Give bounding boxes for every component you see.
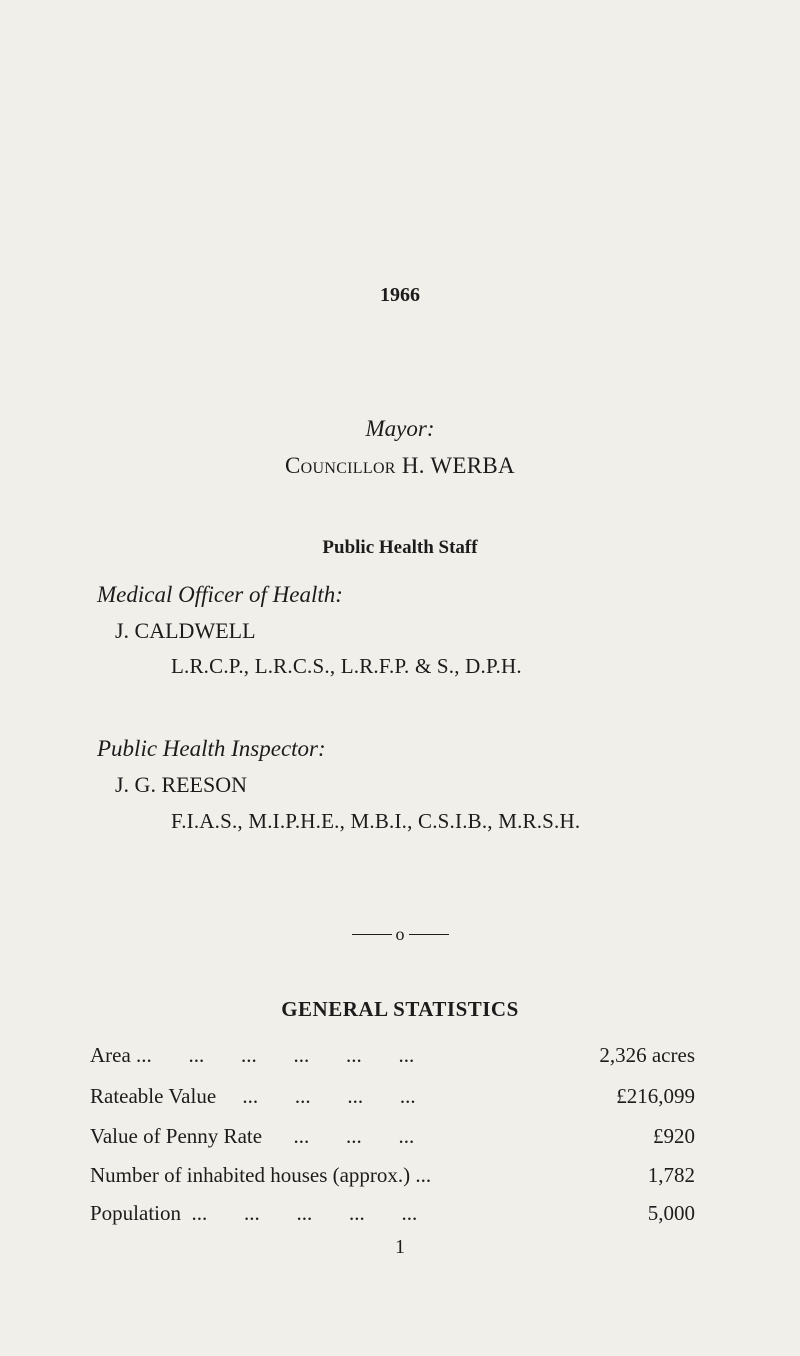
stat-value: 5,000 (647, 1201, 695, 1225)
mayor-name: Councillor H. WERBA (285, 453, 515, 478)
stat-value: £216,099 (616, 1084, 695, 1108)
stat-row-population (90, 1201, 695, 1231)
section-divider (0, 925, 800, 943)
page-number: 1 (395, 1236, 405, 1258)
mayor-title: Mayor: (365, 416, 435, 441)
medical-officer-name: J. CALDWELL (115, 618, 256, 643)
stat-value: 2,326 acres (599, 1043, 695, 1067)
stat-label: Area ... ... ... ... ... ... (90, 1043, 415, 1067)
stat-row-inhabited-houses (90, 1163, 695, 1193)
stat-label: Rateable Value ... ... ... ... (90, 1084, 416, 1108)
stat-label: Number of inhabited houses (approx.) ... (90, 1163, 432, 1187)
report-year: 1966 (380, 284, 420, 306)
staff-heading: Public Health Staff (322, 537, 478, 558)
stat-row-area (90, 1043, 695, 1073)
stat-row-rateable-value (90, 1084, 695, 1114)
divider-mark: o (395, 924, 405, 944)
divider-line-right (409, 934, 449, 935)
stat-value: 1,782 (647, 1163, 695, 1187)
stat-value: £920 (653, 1124, 695, 1148)
stat-label: Population ... ... ... ... ... (90, 1201, 418, 1225)
stat-label: Value of Penny Rate ... ... ... (90, 1124, 415, 1148)
medical-officer-qualifications: L.R.C.P., L.R.C.S., L.R.F.P. & S., D.P.H. (171, 654, 522, 678)
inspector-role: Public Health Inspector: (97, 736, 326, 761)
medical-officer-role: Medical Officer of Health: (97, 582, 343, 607)
inspector-qualifications: F.I.A.S., M.I.P.H.E., M.B.I., C.S.I.B., M.R.S.H. (171, 809, 581, 833)
inspector-name: J. G. REESON (115, 772, 248, 797)
stat-row-penny-rate (90, 1124, 695, 1154)
general-statistics-heading: GENERAL STATISTICS (281, 997, 519, 1021)
divider-line-left (352, 934, 392, 935)
